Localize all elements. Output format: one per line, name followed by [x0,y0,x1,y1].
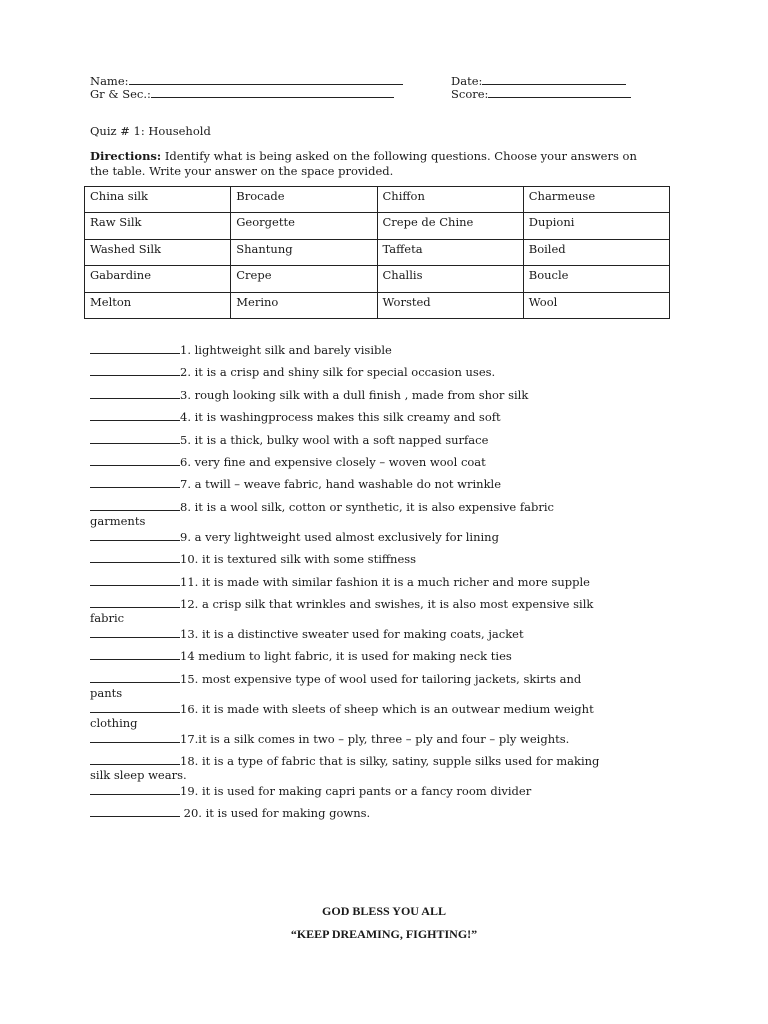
question-item [90,754,690,782]
choice-cell: Charmeuse [523,187,669,213]
questions-list [90,343,690,829]
question-item [90,388,690,402]
question-text-continued: fabric [90,610,125,625]
question-text: 1. lightweight silk and barely visible [180,343,392,357]
choice-cell: Raw Silk [85,213,231,239]
choice-cell: China silk [85,187,231,213]
question-text: 19. it is used for making capri pants or a fancy room divider [180,784,532,799]
choice-cell: Shantung [231,239,377,265]
section-blank[interactable] [151,86,394,98]
answer-blank[interactable] [90,597,180,608]
question-text: 8. it is a wool silk, cotton or synthetic, it is also expensive fabric [180,499,554,514]
choice-cell: Challis [377,266,523,292]
choice-cell: Georgette [231,213,377,239]
question-text: 9. a very lightweight used almost exclusively for lining [180,529,499,544]
question-item [90,410,690,424]
question-item [90,575,690,589]
choice-cell: Washed Silk [85,239,231,265]
question-item [90,365,690,379]
question-text: 13. it is a distinctive sweater used for making coats, jacket [180,626,524,641]
question-item [90,627,690,641]
answer-blank[interactable] [90,754,180,765]
question-item [90,672,690,700]
choices-row [85,292,670,318]
directions-text: Identify what is being asked on the following questions. Choose your answers on the table. Write your answer on the space provided. [90,149,637,178]
question-text: 3. rough looking silk with a dull finish , made from shor silk [180,387,529,402]
question-text: 5. it is a thick, bulky wool with a soft napped surface [180,432,489,447]
choice-cell: Crepe [231,266,377,292]
question-text-continued: garments [90,513,146,528]
choice-cell: Worsted [377,292,523,318]
score-blank[interactable] [488,86,631,98]
choice-cell: Boucle [523,266,669,292]
score-label: Score: [451,87,489,101]
choice-cell: Melton [85,292,231,318]
choice-cell: Merino [231,292,377,318]
question-item [90,597,690,625]
answer-blank[interactable] [90,732,180,743]
answer-blank[interactable] [90,672,180,683]
question-text-continued: clothing [90,715,138,730]
score-row [451,86,631,101]
footer-blessing: GOD BLESS YOU ALL [322,904,446,918]
answer-blank[interactable] [90,455,180,466]
section-row [90,86,394,101]
answer-blank[interactable] [90,433,180,444]
choice-cell: Wool [523,292,669,318]
question-item [90,649,690,663]
answer-blank[interactable] [90,388,180,399]
question-item [90,477,690,491]
question-item [90,343,690,357]
name-blank[interactable] [129,73,403,85]
answer-blank[interactable] [90,649,180,660]
choice-cell: Boiled [523,239,669,265]
question-item [90,552,690,566]
quiz-title: Quiz # 1: Household [90,124,211,138]
question-text: 15. most expensive type of wool used for tailoring jackets, skirts and [180,671,582,686]
answer-blank[interactable] [90,784,180,795]
date-label: Date: [451,74,483,88]
question-text-continued: silk sleep wears. [90,768,187,783]
directions [90,149,650,178]
question-item [90,784,690,798]
question-text: 12. a crisp silk that wrinkles and swishes, it is also most expensive silk [180,596,594,611]
directions-label: Directions: [90,149,162,163]
section-label: Gr & Sec.: [90,87,151,101]
answer-blank[interactable] [90,477,180,488]
question-item [90,433,690,447]
choice-cell: Gabardine [85,266,231,292]
answer-blank[interactable] [90,806,180,817]
answer-blank[interactable] [90,575,180,586]
question-item [90,806,690,820]
choices-row [85,266,670,292]
question-item [90,702,690,730]
question-text: 2. it is a crisp and shiny silk for special occasion uses. [180,365,496,380]
name-label: Name: [90,74,129,88]
choice-cell: Crepe de Chine [377,213,523,239]
answer-blank[interactable] [90,500,180,511]
choice-cell: Dupioni [523,213,669,239]
question-text: 10. it is textured silk with some stiffness [180,552,417,567]
choice-cell: Taffeta [377,239,523,265]
answer-blank[interactable] [90,530,180,541]
question-text: 6. very fine and expensive closely – woven wool coat [180,454,486,469]
date-blank[interactable] [482,73,626,85]
question-item [90,530,690,544]
answer-blank[interactable] [90,552,180,563]
question-text: 4. it is washingprocess makes this silk creamy and soft [180,410,501,425]
answer-blank[interactable] [90,410,180,421]
footer-motto: “KEEP DREAMING, FIGHTING!” [290,927,478,941]
choice-cell: Chiffon [377,187,523,213]
answer-blank[interactable] [90,702,180,713]
question-item [90,455,690,469]
answer-blank[interactable] [90,343,180,354]
choices-row [85,213,670,239]
question-item [90,732,690,746]
choice-cell: Brocade [231,187,377,213]
question-text-continued: pants [90,685,123,700]
question-text: 7. a twill – weave fabric, hand washable do not wrinkle [180,477,502,492]
choices-row [85,239,670,265]
question-item [90,500,690,528]
answer-blank[interactable] [90,365,180,376]
question-text: 14 medium to light fabric, it is used for making neck ties [180,649,512,664]
question-text: 16. it is made with sleets of sheep which is an outwear medium weight [180,701,594,716]
answer-blank[interactable] [90,627,180,638]
choices-row [85,187,670,213]
choices-table [84,186,670,319]
question-text: 11. it is made with similar fashion it is a much richer and more supple [180,574,590,589]
question-text: 20. it is used for making gowns. [180,806,371,821]
question-text: 18. it is a type of fabric that is silky, satiny, supple silks used for making [180,754,600,769]
question-text: 17.it is a silk comes in two – ply, three – ply and four – ply weights. [180,731,570,746]
